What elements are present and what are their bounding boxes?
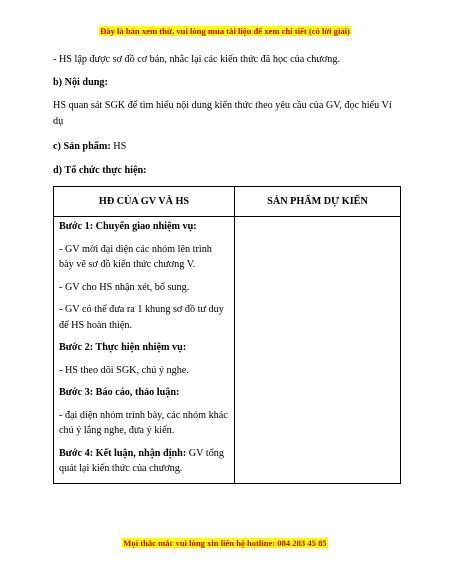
table-header-row (54, 187, 401, 217)
preview-banner-text: Đây là bản xem thử, vui lòng mua tài liệu để xem chi tiết (có lời giải) (100, 26, 350, 36)
step2-line: - HS theo dõi SGK, chú ý nghe. (59, 364, 189, 376)
preview-banner (0, 26, 450, 36)
section-c (53, 139, 398, 155)
section-b-text: HS quan sát SGK để tìm hiểu nội dung kiến thức theo yêu cầu của GV, đọc hiểu Ví dụ (53, 100, 392, 127)
activity-table (53, 186, 401, 484)
step1-title: Bước 1: Chuyển giao nhiệm vụ: (59, 221, 197, 232)
step3-title: Bước 3: Báo cáo, thảo luận: (59, 387, 180, 398)
header-activities: HĐ CỦA GV VÀ HS (54, 187, 235, 217)
hotline-banner-text: Mọi thắc mắc vui lòng xin liên hệ hotline: 084 283 45 85 (123, 538, 327, 548)
section-c-heading: c) Sản phẩm: (53, 141, 111, 152)
section-d-heading: d) Tổ chức thực hiện: (53, 165, 147, 176)
hotline-banner (0, 538, 450, 548)
table-row (54, 217, 401, 484)
intro-line: - HS lập được sơ đồ cơ bản, nhắc lại các kiến thức đã học của chương. (53, 54, 341, 65)
header-products: SẢN PHẨM DỰ KIẾN (235, 187, 401, 217)
step4-text: GV tổng quát lại kiến thức của chương. (59, 447, 224, 474)
step4 (59, 446, 229, 477)
step1-line: - GV mời đại diện các nhóm lên trình bày vẽ sơ đồ kiến thức chương V. (59, 243, 212, 270)
step4-title: Bước 4: Kết luận, nhận định: (59, 447, 187, 459)
section-c-text: HS (110, 141, 127, 152)
step3-line: - đại diện nhóm trình bày, các nhóm khác chú ý lắng nghe, đưa ý kiến. (59, 409, 228, 436)
activities-cell (54, 217, 235, 484)
products-cell (235, 217, 401, 484)
step1-line: - GV có thể đưa ra 1 khung sơ đồ tư duy để HS hoàn thiện. (59, 304, 224, 331)
section-b-heading: b) Nội dung: (53, 77, 108, 88)
step2-title: Bước 2: Thực hiện nhiệm vụ: (59, 342, 187, 353)
step1-line: - GV cho HS nhận xét, bổ sung. (59, 281, 190, 293)
